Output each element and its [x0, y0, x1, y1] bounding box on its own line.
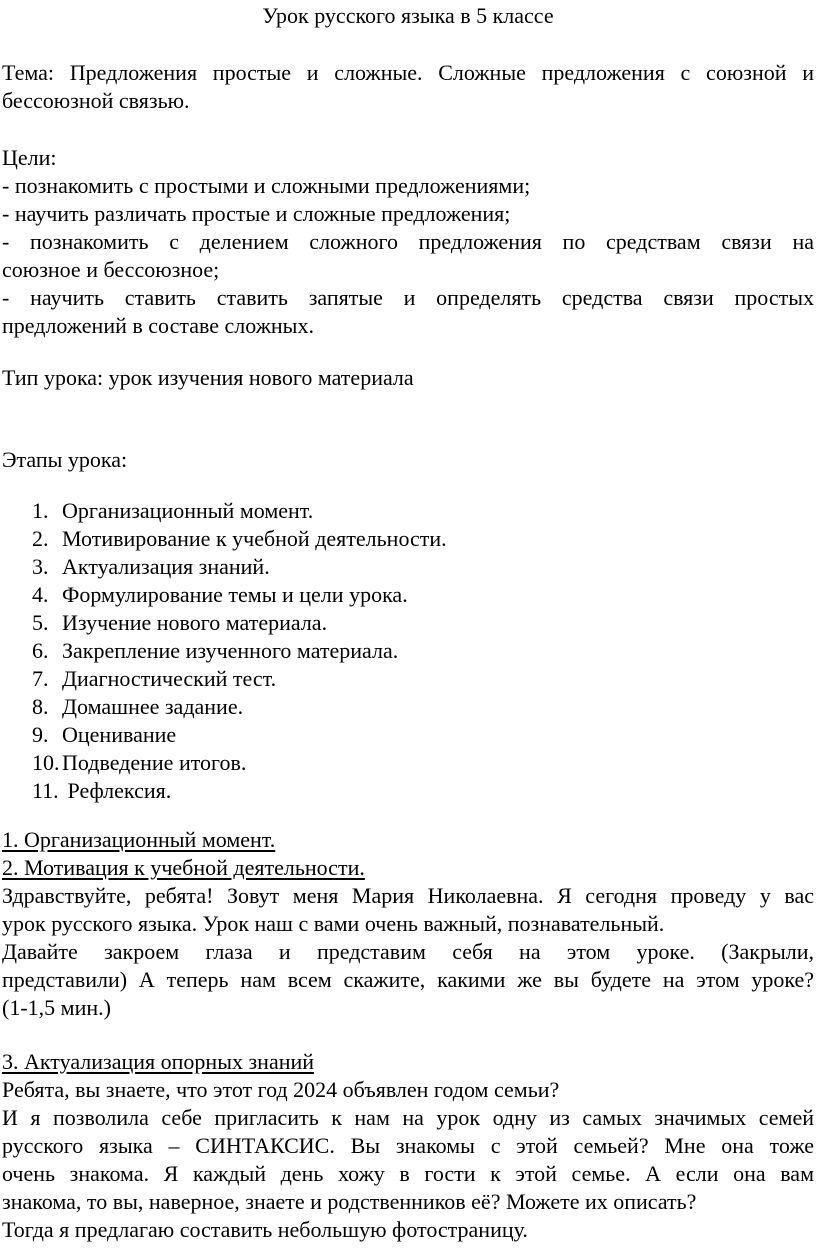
lesson-type: Тип урока: урок изучения нового материала	[2, 365, 414, 390]
list-item-text: Изучение нового материала.	[62, 610, 328, 635]
list-number: 2.	[32, 526, 49, 551]
list-item	[32, 581, 408, 610]
list-item	[32, 721, 176, 750]
list-item	[32, 637, 398, 666]
list-number: 8.	[32, 694, 49, 719]
goal-line: - познакомить с делением сложного предложения по средствам связи на	[2, 229, 814, 254]
list-number: 5.	[32, 610, 49, 635]
paragraph-line: представили) А теперь нам всем скажите, какими же вы будете на этом уроке?	[2, 967, 814, 992]
list-item-text: Актуализация знаний.	[62, 554, 270, 579]
paragraph-line: очень знакома. Я каждый день хожу в гости к этой семье. А если она вам	[2, 1161, 814, 1186]
goals-heading: Цели:	[2, 145, 57, 170]
paragraph-line: русского языка – СИНТАКСИС. Вы знакомы с этой семьей? Мне она тоже	[2, 1133, 814, 1158]
paragraph-line: знакома, то вы, наверное, знаете и родственников её? Можете их описать?	[2, 1189, 697, 1214]
list-item	[32, 525, 447, 554]
paragraph-line: Тогда я предлагаю составить небольшую фотостраницу.	[2, 1217, 528, 1242]
paragraph-line: Давайте закроем глаза и представим себя на этом уроке. (Закрыли,	[2, 939, 814, 964]
paragraph-line: Здравствуйте, ребята! Зовут меня Мария Николаевна. Я сегодня проведу у вас	[2, 883, 814, 908]
list-item	[32, 777, 171, 806]
list-number: 7.	[32, 666, 49, 691]
section-heading: 2. Мотивация к учебной деятельности.	[2, 855, 365, 880]
goal-line: - научить ставить ставить запятые и определять средства связи простых	[2, 285, 814, 310]
paragraph-line: урок русского языка. Урок наш с вами очень важный, познавательный.	[2, 911, 665, 936]
paragraph-line: (1-1,5 мин.)	[2, 995, 111, 1020]
paragraph-line: И я позволила себе пригласить к нам на урок одну из самых значимых семей	[2, 1105, 814, 1130]
list-item-text: Организационный момент.	[62, 498, 314, 523]
list-number: 1.	[32, 498, 49, 523]
list-item-text: Домашнее задание.	[62, 694, 244, 719]
list-item-text: Оценивание	[62, 722, 177, 747]
section-heading: 1. Организационный момент.	[2, 827, 276, 852]
list-item-text: Мотивирование к учебной деятельности.	[62, 526, 447, 551]
goal-line: предложений в составе сложных.	[2, 313, 314, 338]
goal-line: союзное и бессоюзное;	[2, 257, 220, 282]
list-number: 11.	[32, 778, 59, 803]
topic-line: бессоюзной связью.	[2, 88, 190, 113]
list-number: 9.	[32, 722, 49, 747]
goal-line: - познакомить с простыми и сложными предложениями;	[2, 173, 531, 198]
list-item-text: Диагностический тест.	[62, 666, 277, 691]
list-item	[32, 665, 276, 694]
list-item	[32, 497, 313, 526]
list-item	[32, 749, 246, 778]
list-item-text: Формулирование темы и цели урока.	[62, 582, 408, 607]
document-title: Урок русского языка в 5 классе	[262, 3, 554, 28]
list-number: 4.	[32, 582, 49, 607]
list-number: 10.	[32, 750, 60, 775]
list-number: 6.	[32, 638, 49, 663]
list-item	[32, 693, 243, 722]
list-item	[32, 609, 327, 638]
topic-line: Тема: Предложения простые и сложные. Сложные предложения с союзной и	[2, 60, 814, 85]
paragraph-line: Ребята, вы знаете, что этот год 2024 объявлен годом семьи?	[2, 1077, 560, 1102]
list-item	[32, 553, 270, 582]
list-item-text: Рефлексия.	[62, 778, 172, 803]
goal-line: - научить различать простые и сложные предложения;	[2, 201, 511, 226]
section-heading: 3. Актуализация опорных знаний	[2, 1049, 315, 1074]
list-number: 3.	[32, 554, 49, 579]
stages-heading: Этапы урока:	[2, 447, 128, 472]
list-item-text: Закрепление изученного материала.	[62, 638, 399, 663]
list-item-text: Подведение итогов.	[62, 750, 247, 775]
